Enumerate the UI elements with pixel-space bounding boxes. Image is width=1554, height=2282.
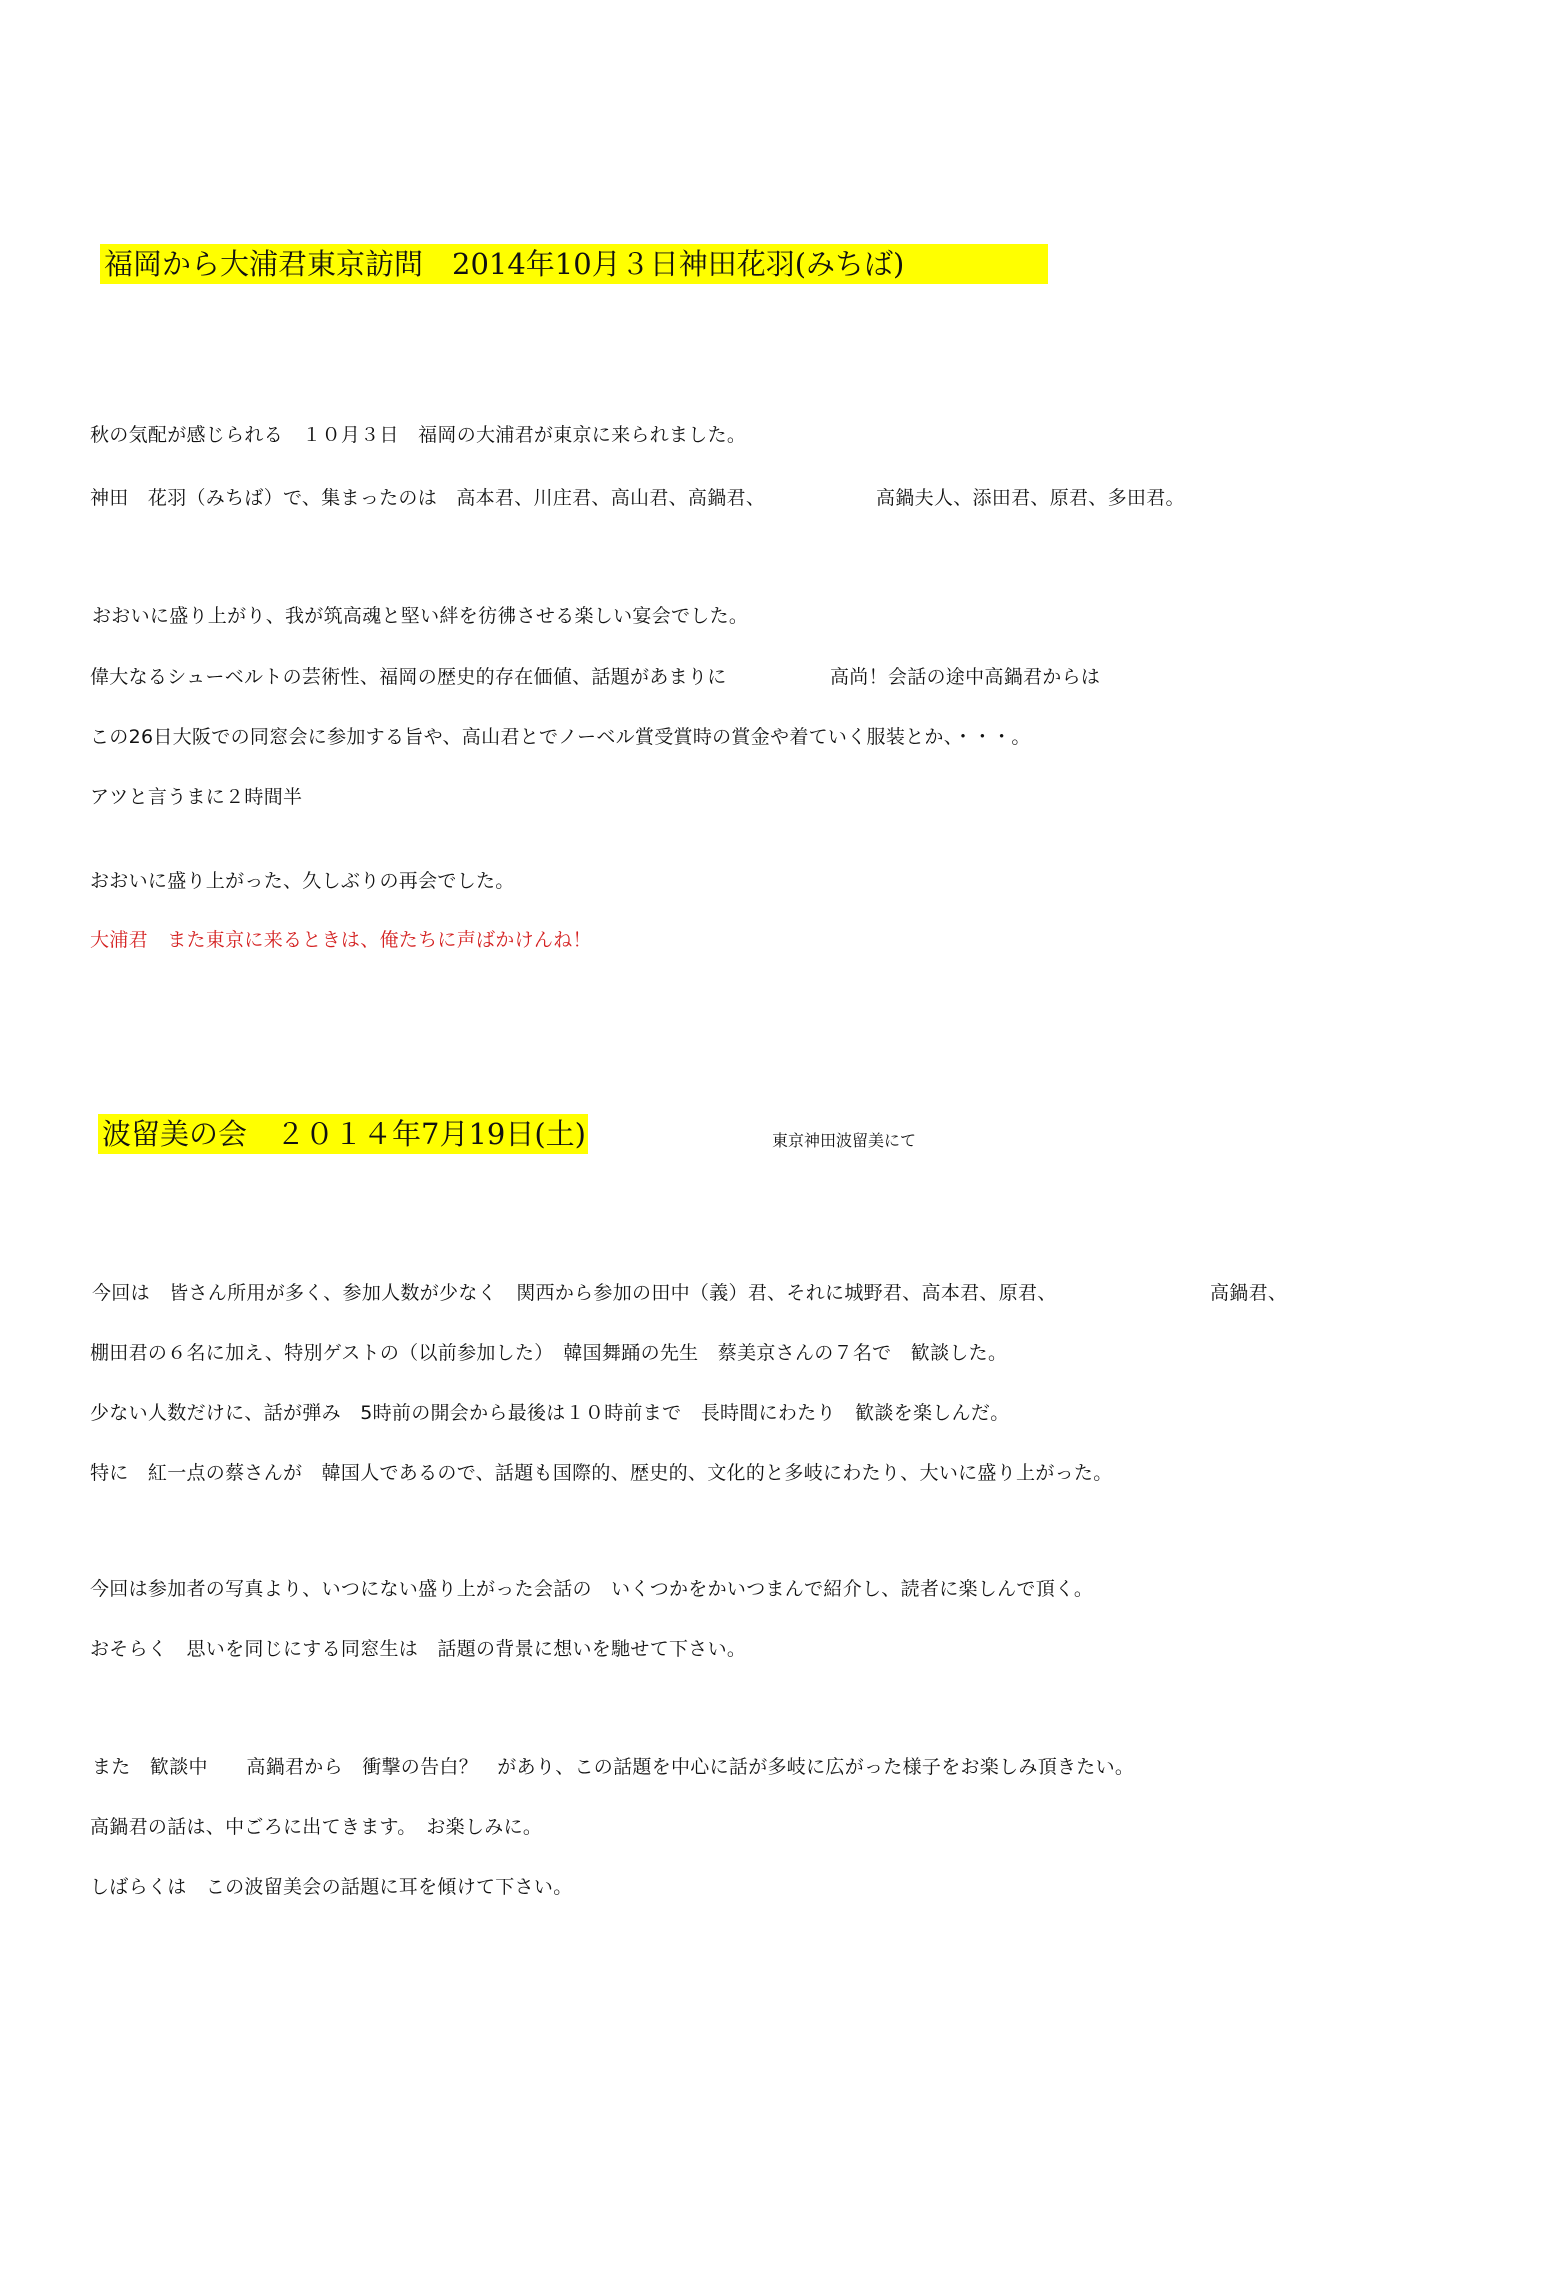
section2-paragraph-8: 高鍋君の話は、中ごろに出てきます。 お楽しみに。 [90, 1816, 543, 1838]
section1-paragraph-4b: 高尚！会話の途中高鍋君からは [830, 666, 1101, 688]
section1-closing-remark: 大浦君 また東京に来るときは、俺たちに声ばかけんね！ [90, 929, 592, 951]
section1-paragraph-1: 秋の気配が感じられる １０月３日 福岡の大浦君が東京に来られました。 [90, 424, 747, 446]
section1-paragraph-2b: 高鍋夫人、添田君、原君、多田君。 [876, 487, 1185, 509]
section1-title: 福岡から大浦君東京訪問 2014年10月３日神田花羽(みちば) [100, 244, 1048, 284]
section1-paragraph-4a: 偉大なるシューベルトの芸術性、福岡の歴史的存在価値、話題があまりに [90, 666, 727, 688]
section2-paragraph-7: また 歓談中 高鍋君から 衝撃の告白？ があり、この話題を中心に話が多岐に広がった様子をお楽しみ頂きたい。 [92, 1756, 1135, 1778]
section2-paragraph-6: おそらく 思いを同じにする同窓生は 話題の背景に想いを馳せて下さい。 [90, 1638, 747, 1660]
section1-paragraph-5: この26日大阪での同窓会に参加する旨や、高山君とでノーベル賞受賞時の賞金や着ていく服装とか、・・・。 [90, 726, 1031, 748]
section2-paragraph-1a: 今回は 皆さん所用が多く、参加人数が少なく 関西から参加の田中（義）君、それに城野君、高本君、原君、 [92, 1282, 1057, 1304]
section2-paragraph-4: 特に 紅一点の蔡さんが 韓国人であるので、話題も国際的、歴史的、文化的と多岐にわたり、大いに盛り上がった。 [90, 1462, 1113, 1484]
section2-paragraph-5: 今回は参加者の写真より、いつにない盛り上がった会話の いくつかをかいつまんで紹介し、読者に楽しんで頂く。 [90, 1578, 1094, 1600]
section2-title: 波留美の会 ２０１４年7月19日(土) [98, 1114, 588, 1154]
section1-paragraph-2a: 神田 花羽（みちば）で、集まったのは 高本君、川庄君、高山君、高鍋君、 [90, 487, 766, 509]
section1-paragraph-7: おおいに盛り上がった、久しぶりの再会でした。 [90, 870, 515, 892]
section2-location: 東京神田波留美にて [772, 1131, 917, 1150]
section2-paragraph-3: 少ない人数だけに、話が弾み 5時前の開会から最後は１０時前まで 長時間にわたり 歓談を楽しんだ。 [90, 1402, 1010, 1424]
section2-paragraph-2: 棚田君の６名に加え、特別ゲストの（以前参加した） 韓国舞踊の先生 蔡美京さんの７名で 歓談した。 [90, 1342, 1008, 1364]
section2-paragraph-1b: 高鍋君、 [1210, 1282, 1288, 1304]
section2-paragraph-9: しばらくは この波留美会の話題に耳を傾けて下さい。 [90, 1876, 573, 1898]
section1-paragraph-3: おおいに盛り上がり、我が筑高魂と堅い絆を彷彿させる楽しい宴会でした。 [92, 605, 749, 627]
section1-paragraph-6: アツと言うまに２時間半 [90, 786, 303, 808]
